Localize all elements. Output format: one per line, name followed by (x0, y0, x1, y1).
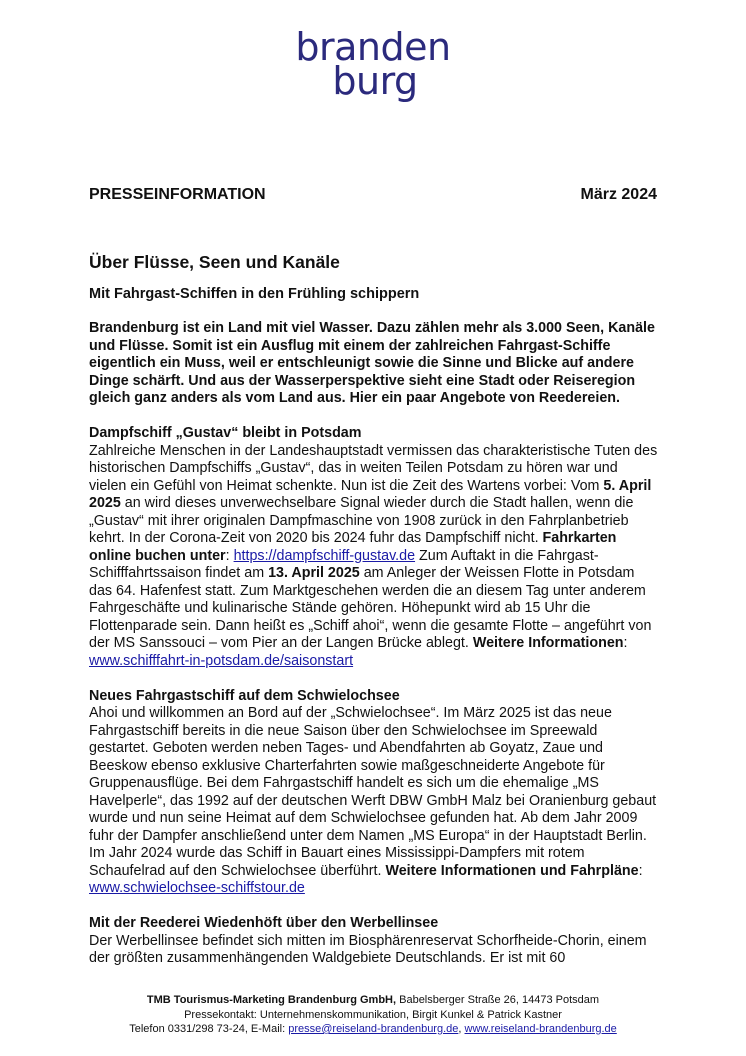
section-gustav-text: Zahlreiche Menschen in der Landeshauptstadt vermissen das charakteristische Tuten des historischen Dampfschiffs „Gustav“, das in weiten Teilen Potsdam zu hören war und vielen ein Gefühl von Heimat schenkte. Nun ist die Zeit des Wartens vorbei: Vom (89, 442, 658, 494)
section-werbellinsee (89, 915, 659, 968)
document-header (89, 186, 657, 204)
website-link[interactable]: www.reiseland-brandenburg.de (464, 1023, 617, 1035)
section-gustav-title: Dampfschiff „Gustav“ bleibt in Potsdam (89, 425, 362, 441)
logo-line-1: branden (295, 25, 451, 69)
tickets-label: Fahrkarten online buchen unter (89, 530, 617, 564)
footer-contact: Pressekontakt: Unternehmenskommunikation, Birgit Kunkel & Patrick Kastner (184, 1008, 562, 1021)
logo-line-2: burg (332, 59, 418, 103)
page-subtitle: Mit Fahrgast-Schiffen in den Frühling schippern (89, 286, 420, 302)
email-link[interactable]: presse@reiseland-brandenburg.de (288, 1023, 459, 1035)
separator: , (458, 1023, 465, 1035)
date-highlight: 13. April 2025 (268, 565, 360, 581)
section-gustav (89, 425, 659, 670)
article-body (89, 320, 659, 985)
section-schwielochsee-title: Neues Fahrgastschiff auf dem Schwielochsee (89, 687, 400, 704)
gustav-link[interactable]: https://dampfschiff-gustav.de (233, 547, 416, 564)
footer-company: TMB Tourismus-Marketing Brandenburg GmbH, (146, 994, 397, 1006)
section-werbellinsee-text: Der Werbellinsee befindet sich mitten im Biosphärenreservat Schorfheide-Chorin, einem der größten zusammenhängenden Waldgebiete Deutschlands. Er ist mit 60 (89, 932, 647, 966)
more-info-label: Weitere Informationen und Fahrpläne (385, 862, 639, 879)
brandenburg-logo (0, 25, 746, 103)
more-info-label: Weitere Informationen (472, 635, 624, 651)
footer-address: Babelsberger Straße 26, 14473 Potsdam (396, 994, 600, 1006)
header-date: März 2024 (580, 186, 657, 203)
lead-paragraph: Brandenburg ist ein Land mit viel Wasser. Dazu zählen mehr als 3.000 Seen, Kanäle und Flüsse. Somit ist ein Ausflug mit einem der zahlreichen Fahrgast-Schiffe eigentlich ein Muss, weil er entschleunigt sowie die Sinne und Blicke auf andere Dinge schärft. Und aus der Wasserperspektive sieht eine Stadt oder Reiseregion gleich ganz anders als vom Land aus. Hier ein paar Angebote von Reedereien. (89, 320, 655, 406)
separator: : (638, 862, 643, 879)
section-werbellinsee-title: Mit der Reederei Wiedenhöft über den Werbellinsee (89, 915, 439, 931)
footer-phone-line (0, 1022, 746, 1037)
section-schwielochsee-text: Ahoi und willkommen an Bord auf der „Schwielochsee“. Im März 2025 ist das neue Fahrgastschiff bereits in die neue Saison über den Schwielochsee im Spreewald gestartet. Geboten werden neben Tages- und Abendfahrten ab Goyatz, Zaue und Beeskow ebenso exklusive Charterfahrten sowie maßgeschneiderte Angebote für Gruppenausflüge. Bei dem Fahrgastschiff handelt es sich um die ehemalige „MS Havelperle“, das 1992 auf der deutschen Werft DBW GmbH Malz bei Oranienburg gebaut wurde und nun seine Heimat auf dem Schwielochsee gefunden hat. Ab dem Jahr 2009 fuhr der Dampfer anschließend unter dem Namen „MS Europa“ in der Hauptstadt Berlin. Im Jahr 2024 wurde das Schiff in Bauart eines Mississippi-Dampfers mit rotem Schaufelrad auf den Schwielochsee überführt. (89, 705, 657, 879)
footer-phone: Telefon 0331/298 73-24, E-Mail: (129, 1023, 289, 1035)
section-gustav-text: am Anleger der Weissen Flotte in Potsdam das 64. Hafenfest statt. Zum Marktgeschehen werden die an diesem Tag unter anderem Fahrgeschäfte und kulinarische Stände gehören. Höhepunkt wird ab 15 Uhr die Flottenparade sein. Dann heißt es „Schiff ahoi“, wenn die gesamte Flotte – angeführt von der MS Sanssouci – vom Pier an der Langen Brücke ablegt. (89, 565, 652, 651)
section-gustav-text: Zum Auftakt in die Fahrgast-Schifffahrtssaison findet am (89, 547, 599, 581)
footer-company-line (0, 993, 746, 1008)
schwielochsee-link[interactable]: www.schwielochsee-schiffstour.de (89, 880, 305, 896)
page-title: Über Flüsse, Seen und Kanäle (89, 252, 340, 272)
separator: : (623, 635, 628, 651)
potsdam-link[interactable]: www.schifffahrt-in-potsdam.de/saisonstart (89, 652, 354, 669)
separator: : (225, 547, 234, 564)
date-highlight: 5. April 2025 (89, 477, 652, 511)
header-label: PRESSEINFORMATION (89, 186, 266, 203)
section-gustav-text: an wird dieses unverwechselbare Signal wieder durch die Stadt hallen, wenn die „Gustav“ mit ihrer originalen Dampfmaschine von 1908 zurück in den Fahrplanbetrieb kehrt. In der Corona-Zeit von 2020 bis 2024 fuhr das Dampfschiff nicht. (89, 495, 634, 546)
section-schwielochsee (89, 688, 659, 898)
page-footer (0, 993, 746, 1037)
